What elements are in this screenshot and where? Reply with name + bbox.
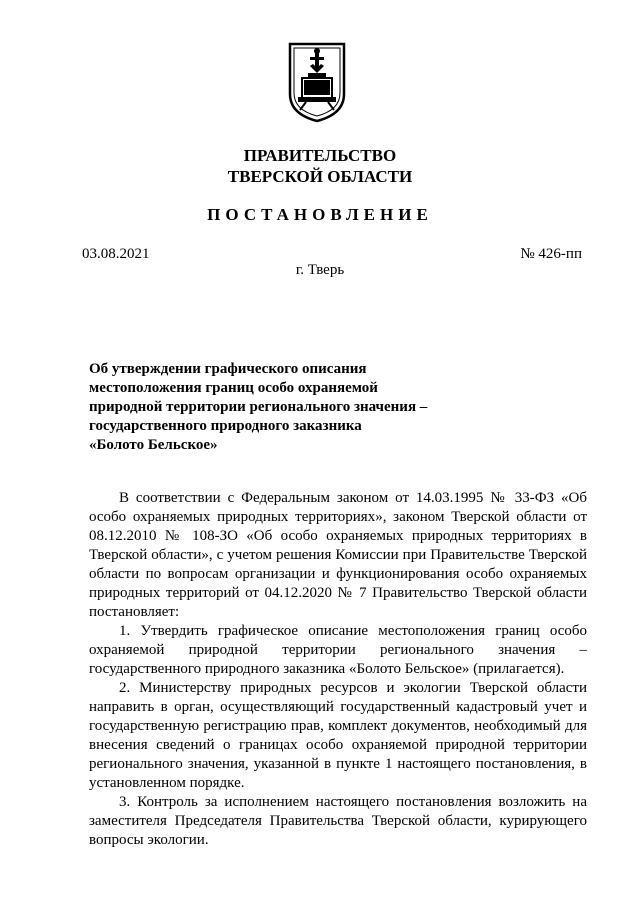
tver-coat-of-arms-icon: [286, 40, 348, 124]
document-number: № 426-пп: [520, 246, 582, 262]
document-date: 03.08.2021: [82, 246, 150, 262]
preamble-paragraph: В соответствии с Федеральным законом от 14.03.1995 № 33-ФЗ «Об особо охраняемых природных территориях», законом Тверской области от 08.12.2010 № 108-ЗО «Об особо охраняемых природных территориях в Тверской области», с учетом решения Комиссии при Правительстве Тверской области по вопросам организации и функционирования особо охраняемых природных территорий от 04.12.2020 № 7 Правительство Тверской области постановляет:: [89, 490, 587, 620]
document-body: [89, 489, 587, 850]
title-line: государственного природного заказника: [89, 418, 362, 434]
clause-2-paragraph: 2. Министерству природных ресурсов и экологии Тверской области направить в орган, осуществляющий государственный кадастровый учет и государственную регистрацию прав, комплект документов, необходимый для внесения сведений о границах особо охраняемой природной территории регионального значения, указанной в пункте 1 настоящего постановления, в установленном порядке.: [89, 680, 587, 791]
government-name-line1: ПРАВИТЕЛЬСТВО: [243, 146, 397, 165]
document-type: ПОСТАНОВЛЕНИЕ: [207, 205, 433, 224]
title-line: местоположения границ особо охраняемой: [89, 380, 378, 396]
title-line: «Болото Бельское»: [89, 437, 218, 453]
government-name-line2: ТВЕРСКОЙ ОБЛАСТИ: [227, 167, 413, 186]
title-line: природной территории регионального значения –: [89, 399, 428, 415]
document-title: [89, 360, 449, 455]
clause-1-paragraph: 1. Утвердить графическое описание местоположения границ особо охраняемой природной территории регионального значения – государственного природного заказника «Болото Бельское» (прилагается).: [89, 623, 587, 677]
clause-3-paragraph: 3. Контроль за исполнением настоящего постановления возложить на заместителя Председателя Правительства Тверской области, курирующего вопросы экологии.: [89, 794, 587, 848]
title-line: Об утверждении графического описания: [89, 361, 367, 377]
document-city: г. Тверь: [295, 262, 345, 278]
